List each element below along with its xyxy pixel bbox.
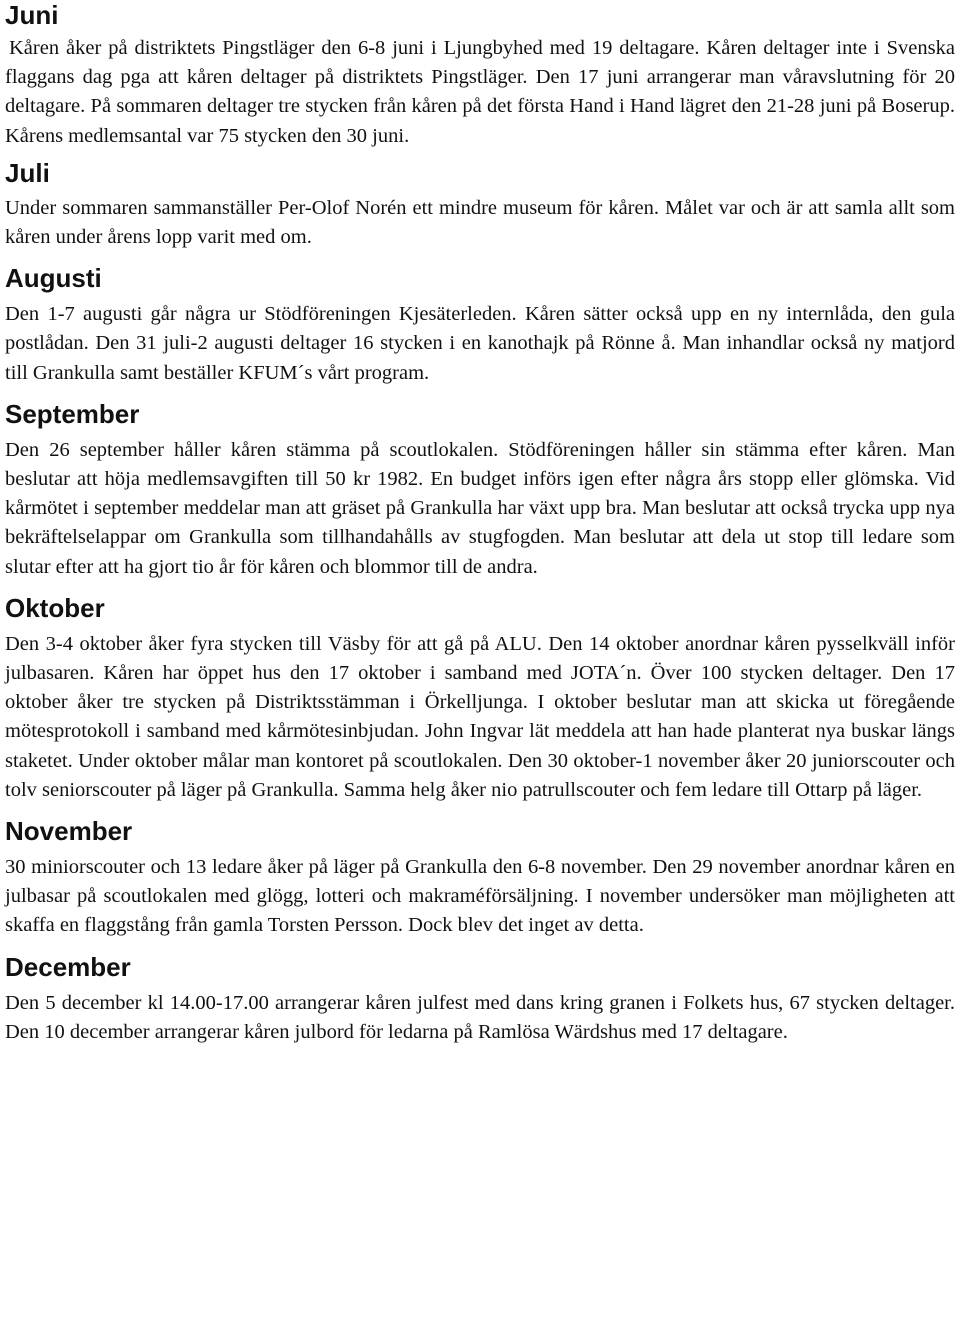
- section-heading: Juni: [5, 0, 59, 30]
- section-oktober: [5, 593, 955, 805]
- section-heading: Augusti: [5, 263, 102, 294]
- section-november: [5, 816, 955, 941]
- section-heading: Oktober: [5, 592, 105, 623]
- section-paragraph: 30 miniorscouter och 13 ledare åker på läger på Grankulla den 6-8 november. Den 29 november anordnar kåren en julbasar på scoutlokalen med glögg, lotteri och makraméförsäljning. I november undersöker man möjligheten att skaffa en flaggstång från gamla Torsten Persson. Dock blev det inget av detta.: [5, 856, 955, 937]
- document-page: [5, 0, 955, 1047]
- section-paragraph: Den 5 december kl 14.00-17.00 arrangerar kåren julfest med dans kring granen i Folkets hus, 67 stycken deltager. Den 10 december arrangerar kåren julbord för ledarna på Ramlösa Wärdshus med 17 deltagare.: [5, 991, 955, 1043]
- section-juni: [5, 0, 955, 151]
- section-september: [5, 399, 955, 582]
- section-augusti: [5, 263, 955, 388]
- section-paragraph: Den 3-4 oktober åker fyra stycken till Väsby för att gå på ALU. Den 14 oktober anordnar kåren pysselkväll inför julbasaren. Kåren har öppet hus den 17 oktober i samband med JOTA´n. Över 100 stycken deltager. Den 17 oktober åker tre stycken på Distriktsstämman i Örkelljunga. I oktober beslutar man att skicka ut föregående mötesprotokoll i samband med kårmötesinbjudan. John Ingvar lät meddela att han hade planterat nya buskar längs staketet. Under oktober målar man kontoret på scoutlokalen. Den 30 oktober-1 november åker 20 juniorscouter och tolv seniorscouter på läger på Grankulla. Samma helg åker nio patrullscouter och fem ledare till Ottarp på läger.: [5, 632, 955, 801]
- section-paragraph: Kåren åker på distriktets Pingstläger den 6-8 juni i Ljungbyhed med 19 deltagare. Kåren deltager inte i Svenska flaggans dag pga att kåren deltager på distriktets Pingstläger. Den 17 juni arrangerar man våravslutning för 20 deltagare. På sommaren deltager tre stycken från kåren på det första Hand i Hand lägret den 21-28 juni på Boserup. Kårens medlemsantal var 75 stycken den 30 juni.: [5, 37, 955, 147]
- section-paragraph: Den 26 september håller kåren stämma på scoutlokalen. Stödföreningen håller sin stämma efter kåren. Man beslutar att höja medlemsavgiften till 50 kr 1982. En budget införs igen efter några års stopp eller glömska. Vid kårmötet i september meddelar man att gräset på Grankulla har växt upp bra. Man beslutar att också trycka upp nya bekräftelselappar om Grankulla som tillhandahålls av stugfogden. Man beslutar att dela ut stop till ledare som slutar efter att ha gjort tio år för kåren och blommor till de andra.: [5, 438, 955, 578]
- section-paragraph: Den 1-7 augusti går några ur Stödföreningen Kjesäterleden. Kåren sätter också upp en ny internlåda, den gula postlådan. Den 31 juli-2 augusti deltager 16 stycken i en kanothajk på Rönne å. Man inhandlar också ny matjord till Grankulla samt beställer KFUM´s vårt program.: [5, 303, 955, 384]
- section-heading: September: [5, 398, 140, 429]
- section-juli: [5, 158, 955, 252]
- section-heading: Juli: [5, 157, 50, 188]
- section-heading: December: [5, 951, 131, 982]
- section-december: [5, 952, 955, 1047]
- section-heading: November: [5, 816, 133, 847]
- section-paragraph: Under sommaren sammanställer Per-Olof Norén ett mindre museum för kåren. Målet var och är att samla allt som kåren under årens lopp varit med om.: [5, 196, 955, 249]
